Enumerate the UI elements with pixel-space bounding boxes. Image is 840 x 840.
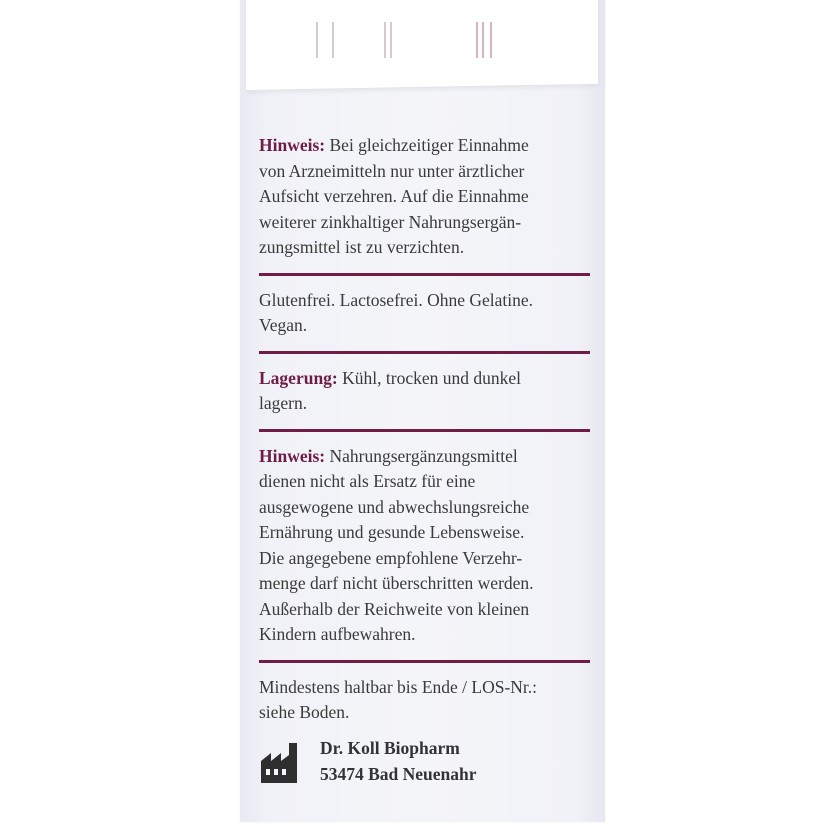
note-section-1 [259,133,591,261]
free-from-line: Vegan. [259,315,308,335]
free-from-line: Glutenfrei. Lactosefrei. Ohne Gelatine. [259,289,534,310]
note-line: Ernährung und gesunde Lebensweise. [259,522,525,542]
note-text: Bei gleichzeitiger Einnahme [325,135,529,155]
best-before-section [259,675,591,726]
lid-mark [390,22,392,58]
note-line: Aufsicht verzehren. Auf die Einnahme [259,186,529,206]
lid-mark [476,22,478,58]
best-before-line: siehe Boden. [259,702,350,722]
section-divider [259,660,590,663]
package-text [259,133,591,726]
note-text: Nahrungsergänzungsmittel [325,445,518,466]
note-line: weiterer zinkhaltiger Nahrungsergän- [259,211,522,232]
note-line: ausgewogene und abwechslungsreiche [259,496,530,517]
note-line [259,444,591,470]
free-from-section [259,288,591,339]
note-label: Hinweis: [259,135,326,155]
note-line: menge darf nicht überschritten werden. [259,573,534,593]
storage-section [259,366,591,417]
manufacturer-name: Dr. Koll Biopharm [320,738,460,758]
factory-icon [259,739,303,783]
manufacturer-text [320,735,477,787]
lid-print-marks [286,22,526,58]
section-divider [259,273,590,276]
lid-mark [490,22,492,58]
note-line: dienen nicht als Ersatz für eine [259,471,476,491]
note-section-2 [259,444,591,648]
storage-line: lagern. [259,393,308,413]
note-line: Außerhalb der Reichweite von kleinen [259,598,530,619]
note-line: von Arzneimitteln nur unter ärztlicher [259,160,525,181]
section-divider [259,429,590,432]
note-line: zungsmittel ist zu verzichten. [259,237,465,257]
storage-label: Lagerung: [259,367,338,388]
lid-mark [384,22,386,58]
lid-mark [316,22,318,58]
manufacturer-block [259,735,591,795]
best-before-line: Mindestens haltbar bis Ende / LOS-Nr.: [259,676,538,697]
note-label: Hinweis: [259,445,326,466]
storage-text: Kühl, trocken und dunkel [337,367,521,388]
note-line [259,133,591,159]
lid-mark [482,22,484,58]
manufacturer-address: 53474 Bad Neuenahr [320,764,477,784]
section-divider [259,351,590,354]
storage-line [259,366,591,392]
note-line: Die angegebene empfohlene Verzehr- [259,547,523,568]
lid-mark [332,22,334,58]
note-line: Kindern aufbewahren. [259,624,416,644]
